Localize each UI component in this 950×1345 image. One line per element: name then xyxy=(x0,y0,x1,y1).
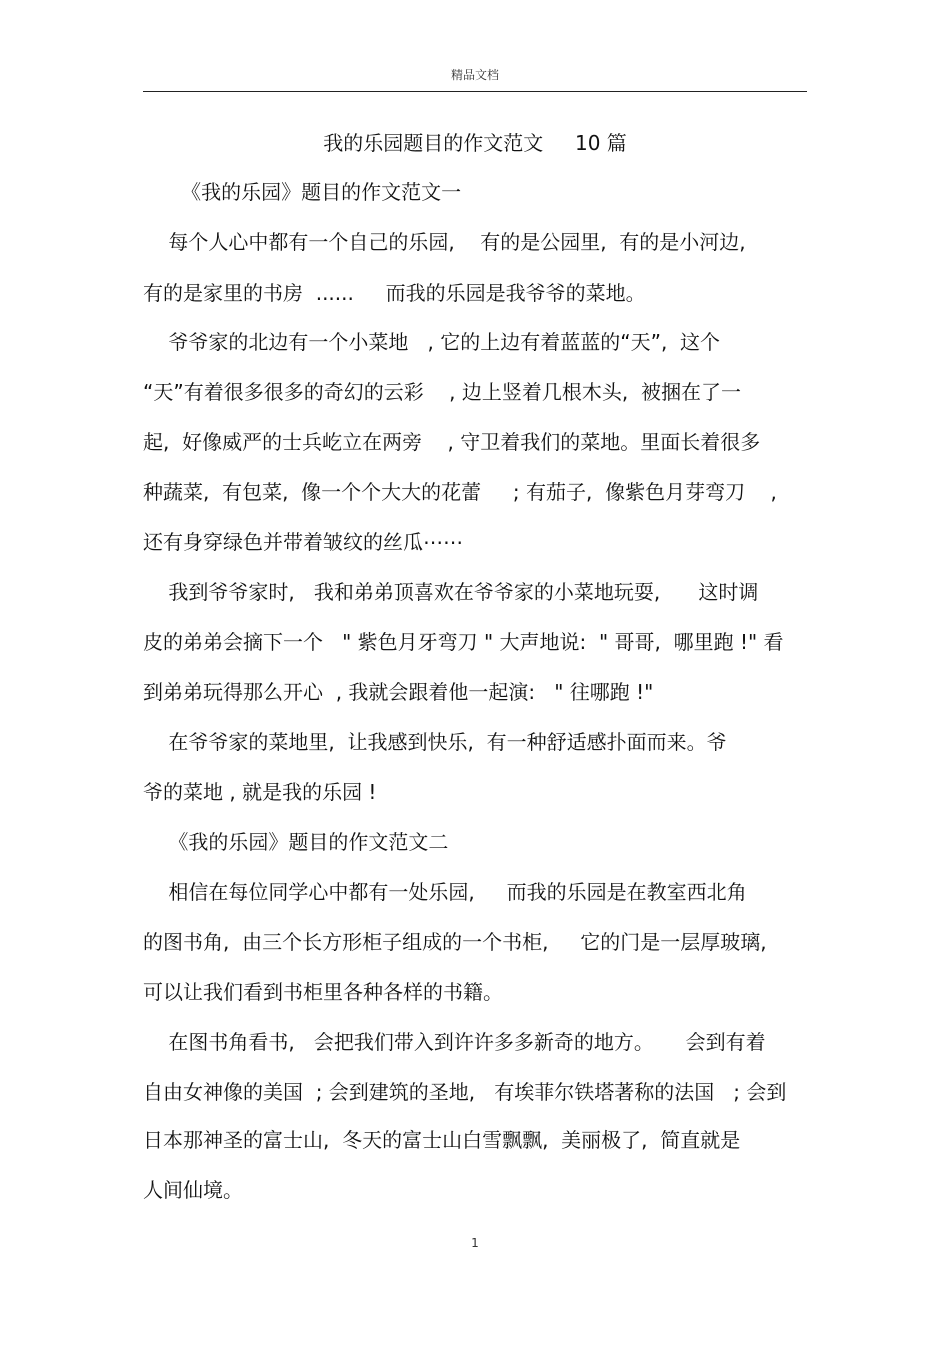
text-line: 有的是家里的书房 ...... 而我的乐园是我爷爷的菜地。 xyxy=(143,281,646,305)
text-line: 每个人心中都有一个自己的乐园, 有的是公园里, 有的是小河边, xyxy=(143,230,746,254)
text-line: 我到爷爷家时, 我和弟弟顶喜欢在爷爷家的小菜地玩耍, 这时调 xyxy=(143,580,759,604)
text-line: 相信在每位同学心中都有一处乐园, 而我的乐园是在教室西北角 xyxy=(143,880,747,904)
text-line: 爷爷家的北边有一个小菜地 , 它的上边有着蓝蓝的“天”, 这个 xyxy=(143,330,721,354)
section-heading-2: 《我的乐园》题目的作文范文二 xyxy=(143,830,449,854)
text-line: 自由女神像的美国 ; 会到建筑的圣地, 有埃菲尔铁塔著称的法国 ; 会到 xyxy=(143,1080,787,1104)
text-line: 可以让我们看到书柜里各种各样的书籍。 xyxy=(143,980,503,1004)
page-number: 1 xyxy=(471,1236,479,1250)
text-line: 起, 好像威严的士兵屹立在两旁 , 守卫着我们的菜地。里面长着很多 xyxy=(143,430,761,454)
text-line: 到弟弟玩得那么开心 , 我就会跟着他一起演: " 往哪跑 !" xyxy=(143,680,654,704)
text-line: 皮的弟弟会摘下一个 " 紫色月牙弯刀 " 大声地说: " 哥哥, 哪里跑 !" 看 xyxy=(143,630,784,654)
page-header: 精品文档 xyxy=(450,68,499,82)
text-line: 还有身穿绿色并带着皱纹的丝瓜⋯⋯ xyxy=(143,530,463,554)
text-line: 在图书角看书, 会把我们带入到许许多多新奇的地方。 会到有着 xyxy=(143,1030,766,1054)
section-heading-1: 《我的乐园》题目的作文范文一 xyxy=(143,180,462,204)
text-line: 爷的菜地 , 就是我的乐园 ! xyxy=(143,780,377,804)
text-line: 的图书角, 由三个长方形柜子组成的一个书柜, 它的门是一层厚玻璃, xyxy=(143,930,767,954)
text-line: 日本那神圣的富士山, 冬天的富士山白雪飘飘, 美丽极了, 简直就是 xyxy=(143,1128,741,1152)
text-line: 种蔬菜, 有包菜, 像一个个大大的花蕾 ; 有茄子, 像紫色月芽弯刀 , xyxy=(143,480,777,504)
text-line: 人间仙境。 xyxy=(143,1178,243,1202)
text-line: “天”有着很多很多的奇幻的云彩 , 边上竖着几根木头, 被捆在了一 xyxy=(143,380,741,404)
document-title: 我的乐园题目的作文范文 10 篇 xyxy=(323,131,627,155)
header-divider xyxy=(143,91,807,92)
text-line: 在爷爷家的菜地里, 让我感到快乐, 有一种舒适感扑面而来。爷 xyxy=(143,730,727,754)
